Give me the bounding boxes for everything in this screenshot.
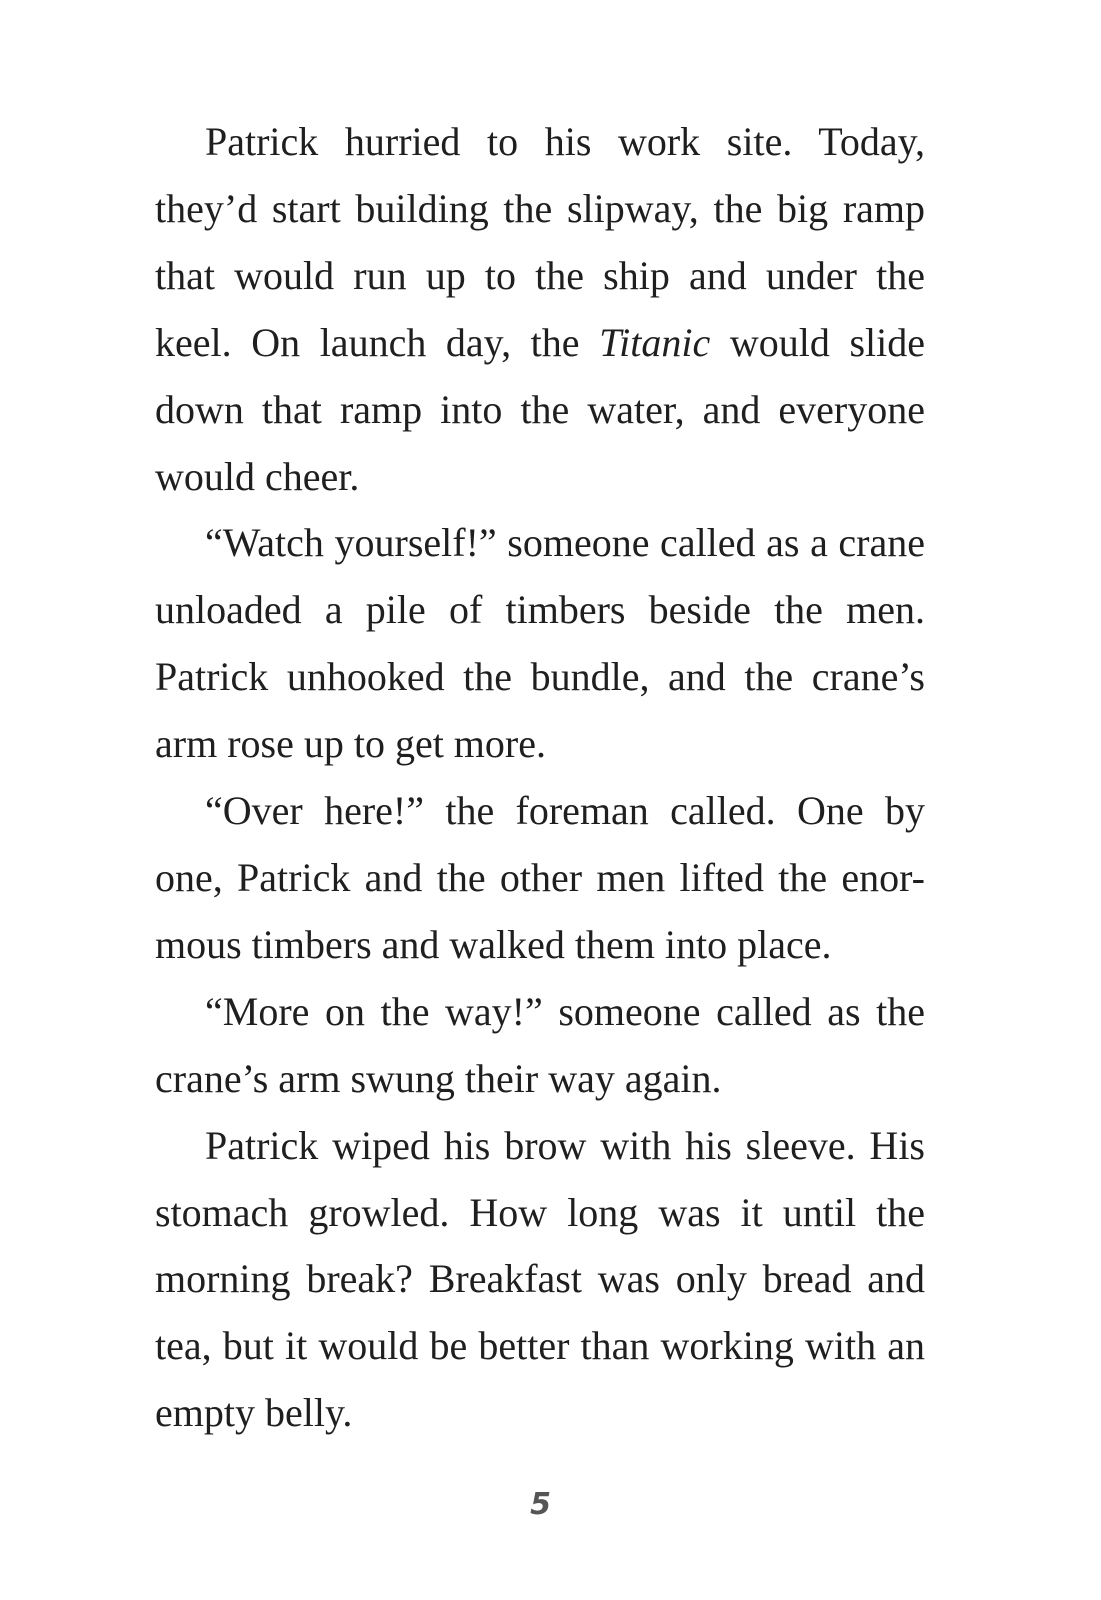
- paragraph-5-text: Patrick wiped his brow with his sleeve. His stomach growled. How long was it until the morning break? Breakfast was only bread and tea, but it would be better than working with an empty belly.: [155, 1122, 925, 1436]
- paragraph-4: [155, 979, 925, 1113]
- body-text: [155, 109, 925, 1447]
- paragraph-5: [155, 1113, 925, 1448]
- paragraph-3-text: “Over here!” the foreman called. One by one, Patrick and the other men lifted the enor-mous timbers and walked them into place.: [155, 788, 925, 967]
- paragraph-1-text-a: Patrick hurried to his work site. Today, they’d start building the slipway, the big ramp that would run up to the ship and under the keel. On launch day, the: [155, 119, 925, 365]
- paragraph-2: [155, 510, 925, 778]
- page-number: 5: [530, 1487, 551, 1522]
- paragraph-4-text: “More on the way!” someone called as the crane’s arm swung their way again.: [155, 988, 925, 1101]
- paragraph-3: [155, 778, 925, 979]
- paragraph-1: [155, 109, 925, 510]
- ship-name-italic: Titanic: [599, 319, 711, 365]
- paragraph-1-text-b: would slide down that ramp into the water, and everyone would cheer.: [155, 319, 925, 499]
- paragraph-2-text: “Watch yourself!” someone called as a crane unloaded a pile of timbers beside the men. Patrick unhooked the bundle, and the crane’s arm rose up to get more.: [155, 520, 925, 767]
